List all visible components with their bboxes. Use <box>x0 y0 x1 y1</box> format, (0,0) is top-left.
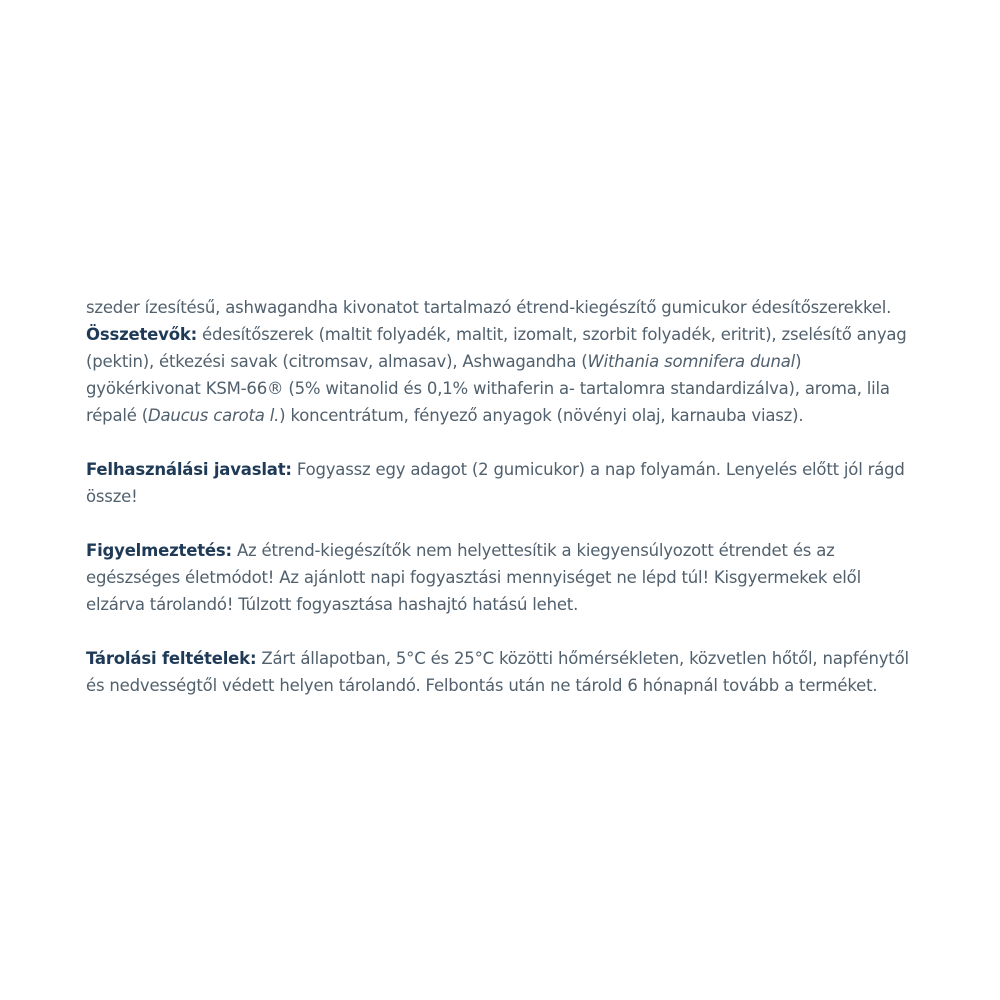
warning-text: Az étrend-kiegészítők nem helyettesítik a kiegyensúlyozott étrendet és az egészséges életmódot! Az ajánlott napi fogyasztási mennyiséget ne lépd túl! Kisgyermekek elől elzárva tárolandó! Túlzott fogyasztása hashajtó hatású lehet. <box>86 541 861 614</box>
warning-label: Figyelmeztetés: <box>86 541 232 560</box>
storage-label: Tárolási feltételek: <box>86 649 257 668</box>
ingredients-text-3: ) koncentrátum, fényező anyagok (növényi olaj, karnauba viasz). <box>279 406 804 425</box>
storage-paragraph <box>86 645 916 699</box>
storage-text: Zárt állapotban, 5°C és 25°C közötti hőmérsékleten, közvetlen hőtől, napfénytől és nedvességtől védett helyen tárolandó. Felbontás után ne tárold 6 hónapnál tovább a terméket. <box>86 649 909 695</box>
warning-paragraph <box>86 537 916 618</box>
ingredients-text-2: ) gyökérkivonat KSM-66® (5% witanolid és 0,1% withaferin a- tartalomra standardizálva), aroma, lila répalé ( <box>86 352 890 425</box>
ingredients-latin-name-1: Withania somnifera dunal <box>587 352 796 371</box>
ingredients-paragraph <box>86 294 916 429</box>
product-intro-text: szeder ízesítésű, ashwagandha kivonatot tartalmazó étrend-kiegészítő gumicukor édesítőszerekkel. <box>86 298 892 317</box>
usage-paragraph <box>86 456 916 510</box>
ingredients-label: Összetevők: <box>86 325 198 344</box>
product-description <box>86 294 916 699</box>
usage-label: Felhasználási javaslat: <box>86 460 292 479</box>
ingredients-text-1: édesítőszerek (maltit folyadék, maltit, izomalt, szorbit folyadék, eritrit), zselésítő anyag (pektin), étkezési savak (citromsav, almasav), Ashwagandha ( <box>86 325 907 371</box>
usage-text: Fogyassz egy adagot (2 gumicukor) a nap folyamán. Lenyelés előtt jól rágd össze! <box>86 460 905 506</box>
ingredients-latin-name-2: Daucus carota l. <box>147 406 280 425</box>
